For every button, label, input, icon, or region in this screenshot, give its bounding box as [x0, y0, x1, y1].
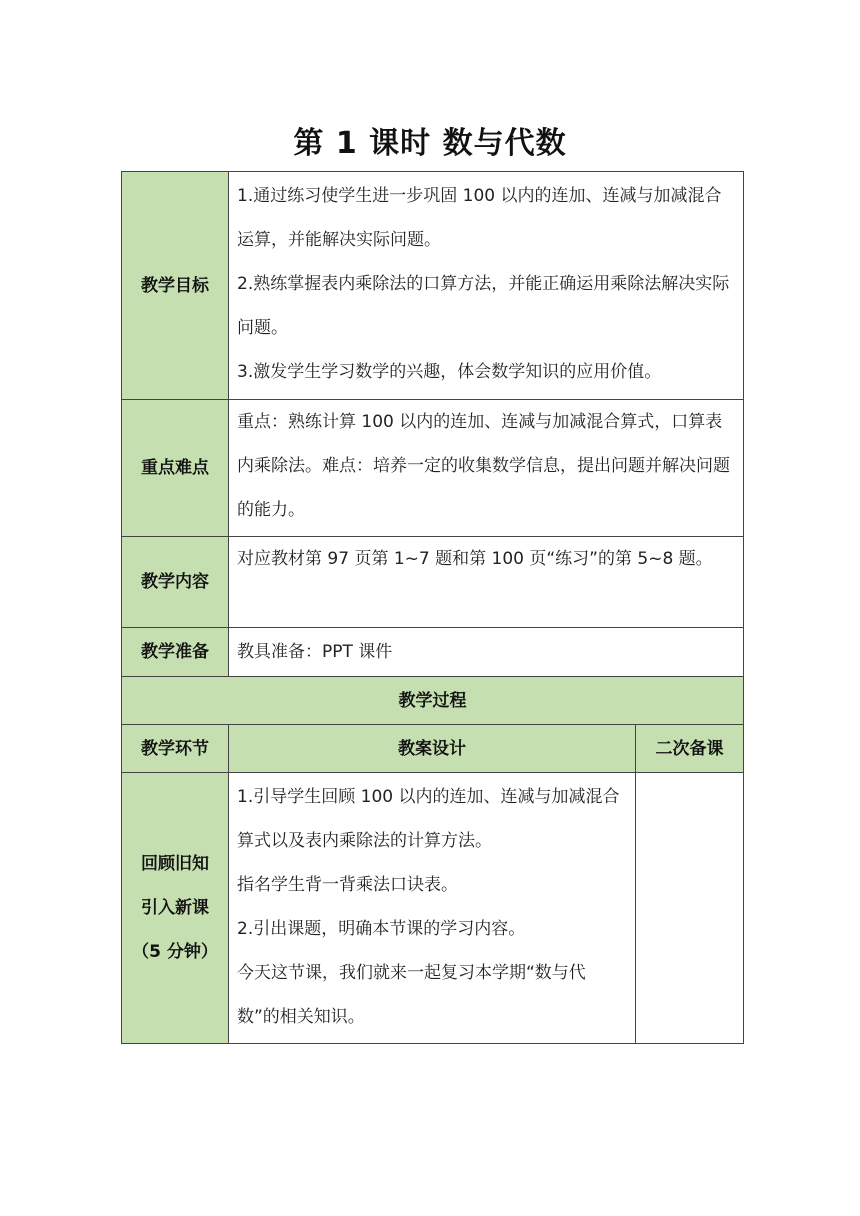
design-line: 2.引出课题，明确本节课的学习内容。: [237, 919, 526, 939]
process-header-row: [122, 677, 744, 725]
objectives-label: 教学目标: [122, 172, 229, 400]
stage-row: [122, 773, 744, 1044]
preparation-row: [122, 628, 744, 677]
design-line: 今天这节课，我们就来一起复习本学期“数与代数”的相关知识。: [237, 963, 586, 1027]
column-stage: 教学环节: [122, 725, 229, 773]
key-points-row: [122, 400, 744, 537]
content-text-cell: [229, 537, 744, 628]
stage-label: 回顾旧知 引入新课 （5 分钟）: [122, 773, 229, 1044]
key-points-label: 重点难点: [122, 400, 229, 537]
objective-line: 2.熟练掌握表内乘除法的口算方法，并能正确运用乘除法解决实际问题。: [237, 274, 730, 338]
content-row: [122, 537, 744, 628]
preparation-label: 教学准备: [122, 628, 229, 677]
design-line: 1.引导学生回顾 100 以内的连加、连减与加减混合算式以及表内乘除法的计算方法。: [237, 787, 620, 851]
second-prep-cell: [636, 773, 744, 1044]
key-points-content: [229, 400, 744, 537]
process-header: 教学过程: [122, 677, 744, 725]
stage-design-content: [229, 773, 636, 1044]
objectives-content: [229, 172, 744, 400]
content-label: 教学内容: [122, 537, 229, 628]
content-text: 对应教材第 97 页第 1~7 题和第 100 页“练习”的第 5~8 题。: [237, 549, 713, 569]
preparation-text: 教具准备：PPT 课件: [229, 628, 744, 677]
column-second-prep: 二次备课: [636, 725, 744, 773]
objective-line: 3.激发学生学习数学的兴趣，体会数学知识的应用价值。: [237, 362, 662, 382]
design-line: 指名学生背一背乘法口诀表。: [237, 875, 458, 895]
page-title: 第 1 课时 数与代数: [293, 126, 567, 161]
key-points-text: 重点：熟练计算 100 以内的连加、连减与加减混合算式，口算表内乘除法。难点：培养一定的收集数学信息，提出问题并解决问题的能力。: [237, 412, 730, 520]
objective-line: 1.通过练习使学生进一步巩固 100 以内的连加、连减与加减混合运算，并能解决实际问题。: [237, 186, 722, 250]
process-columns-row: [122, 725, 744, 773]
lesson-plan-table: [121, 171, 744, 1044]
objectives-row: [122, 172, 744, 400]
column-design: 教案设计: [229, 725, 636, 773]
